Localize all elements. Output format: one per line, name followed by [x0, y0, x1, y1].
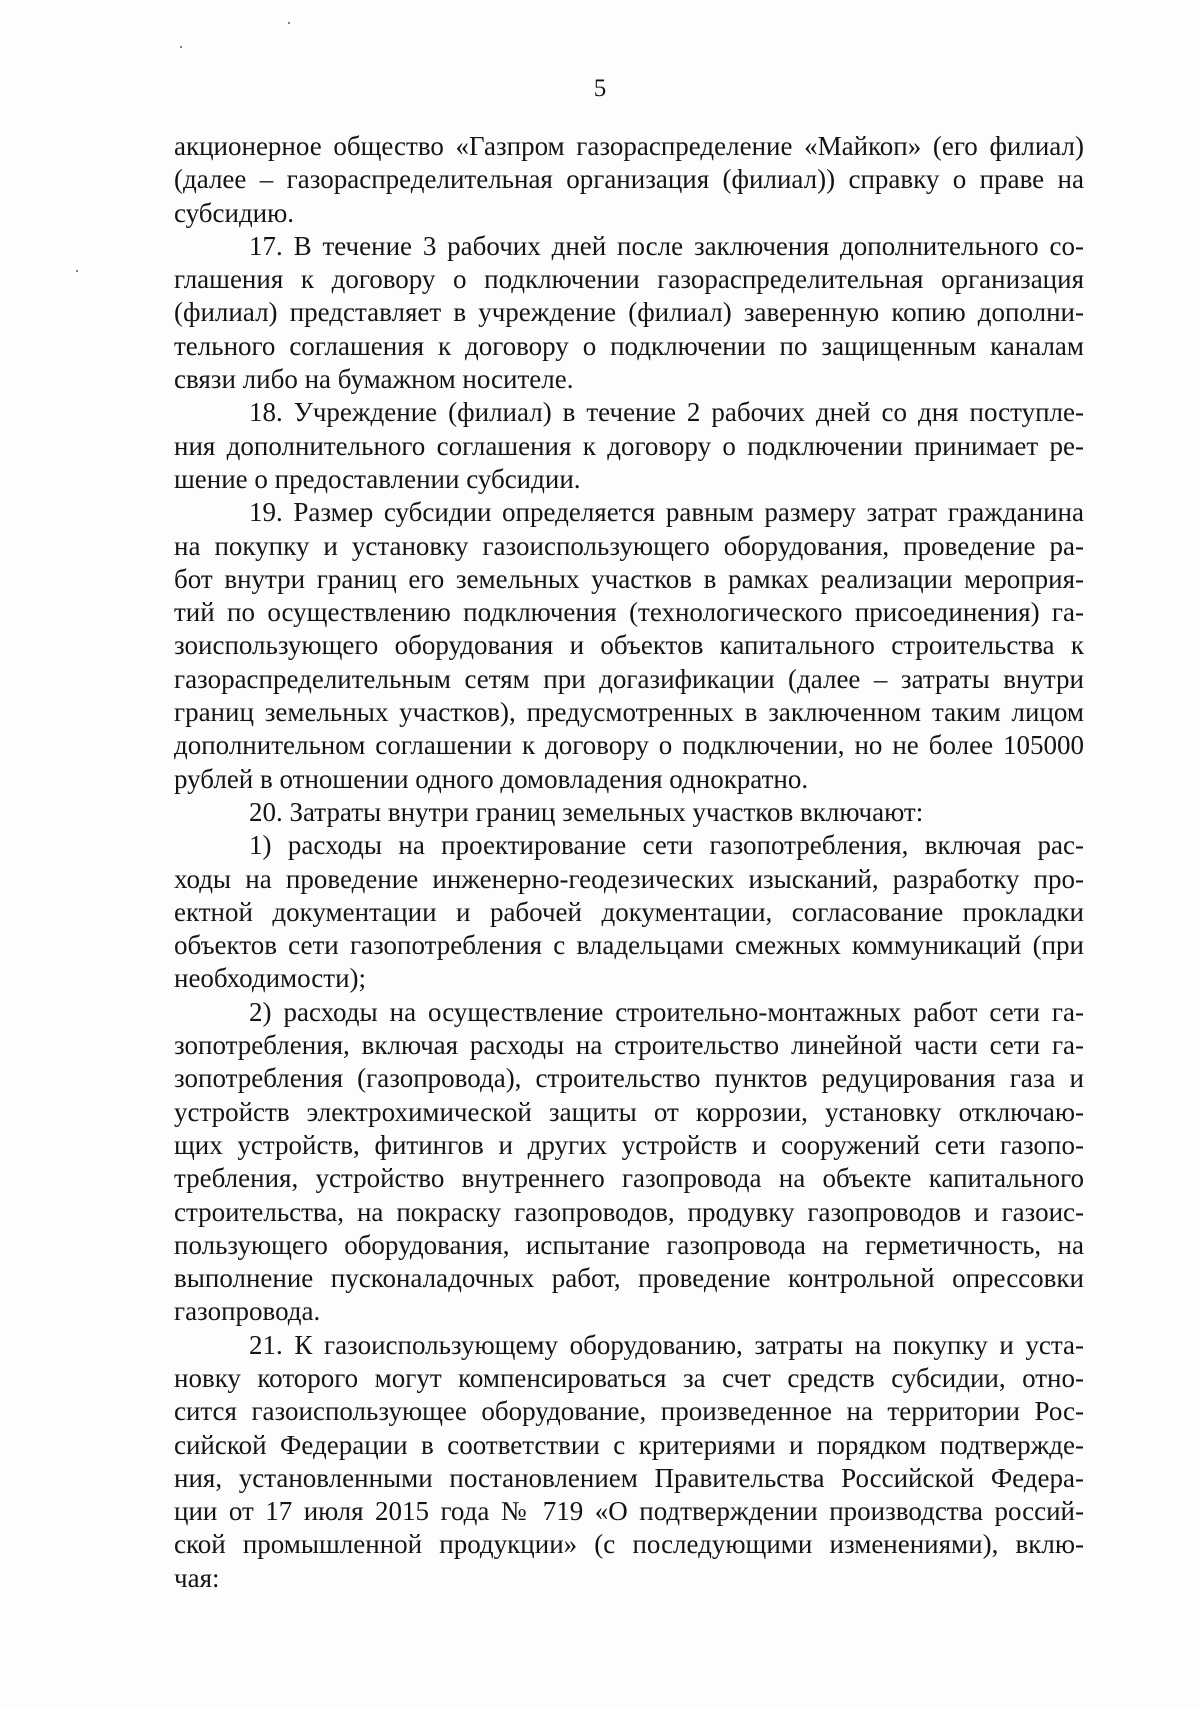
- text-line: пользующего оборудования, испытание газопровода на герметичность, на: [174, 1229, 1084, 1260]
- text-line: 17. В течение 3 рабочих дней после заключения дополнительного со-: [249, 230, 1084, 261]
- text-line: щих устройств, фитингов и других устройств и сооружений сети газопо-: [174, 1129, 1084, 1160]
- text-line: зоиспользующего оборудования и объектов капитального строительства к: [174, 630, 1084, 661]
- text-line: 2) расходы на осуществление строительно-монтажных работ сети га-: [249, 996, 1084, 1027]
- text-line: ции от 17 июля 2015 года № 719 «О подтверждении производства россий-: [174, 1496, 1084, 1527]
- text-line: 20. Затраты внутри границ земельных участков включают:: [249, 796, 924, 827]
- text-line: сится газоиспользующее оборудование, произведенное на территории Рос-: [174, 1396, 1084, 1427]
- page-number: 5: [593, 75, 607, 102]
- text-line: 18. Учреждение (филиал) в течение 2 рабочих дней со дня поступле-: [249, 397, 1084, 428]
- scan-speck: [180, 46, 182, 48]
- text-line: зопотребления, включая расходы на строительство линейной части сети га-: [174, 1030, 1084, 1061]
- text-line: чая:: [174, 1562, 220, 1593]
- scan-speck: [76, 270, 78, 272]
- text-line: рублей в отношении одного домовладения однократно.: [174, 763, 809, 794]
- text-line: ской промышленной продукции» (с последующими изменениями), вклю-: [174, 1529, 1084, 1560]
- text-line: новку которого могут компенсироваться за счет средств субсидии, отно-: [174, 1362, 1084, 1393]
- text-line: ходы на проведение инженерно-геодезических изысканий, разработку про-: [174, 863, 1084, 894]
- text-line: газораспределительным сетям при догазификации (далее – затраты внутри: [174, 663, 1084, 694]
- text-line: глашения к договору о подключении газораспределительная организация: [174, 264, 1084, 295]
- text-line: сийской Федерации в соответствии с критериями и порядком подтвержде-: [174, 1429, 1084, 1460]
- text-line: газопровода.: [174, 1296, 321, 1327]
- text-line: ектной документации и рабочей документации, согласование прокладки: [174, 896, 1084, 927]
- scan-speck: [288, 22, 290, 24]
- text-line: бот внутри границ его земельных участков в рамках реализации мероприя-: [174, 563, 1084, 594]
- text-line: шение о предоставлении субсидии.: [174, 463, 581, 494]
- text-line: акционерное общество «Газпром газораспределение «Майкоп» (его филиал): [174, 131, 1084, 161]
- text-line: 21. К газоиспользующему оборудованию, затраты на покупку и уста-: [249, 1329, 1084, 1360]
- text-line: выполнение пусконаладочных работ, проведение контрольной опрессовки: [174, 1263, 1084, 1294]
- text-line: тий по осуществлению подключения (технологического присоединения) га-: [174, 597, 1084, 628]
- body-text: [174, 130, 1084, 1595]
- text-line: объектов сети газопотребления с владельцами смежных коммуникаций (при: [174, 930, 1084, 961]
- text-line: дополнительном соглашении к договору о подключении, но не более 105000: [174, 730, 1084, 761]
- text-line: на покупку и установку газоиспользующего оборудования, проведение ра-: [174, 530, 1084, 561]
- text-line: ния, установленными постановлением Правительства Российской Федера-: [174, 1462, 1084, 1493]
- text-line: 1) расходы на проектирование сети газопотребления, включая рас-: [249, 830, 1084, 861]
- text-line: (далее – газораспределительная организация (филиал)) справку о праве на: [174, 164, 1084, 195]
- text-line: связи либо на бумажном носителе.: [174, 364, 574, 395]
- text-line: необходимости);: [174, 963, 367, 994]
- text-line: (филиал) представляет в учреждение (филиал) заверенную копию дополни-: [174, 297, 1084, 328]
- text-line: 19. Размер субсидии определяется равным размеру затрат гражданина: [249, 497, 1084, 528]
- text-line: устройств электрохимической защиты от коррозии, установку отключаю-: [174, 1096, 1084, 1127]
- text-line: требления, устройство внутреннего газопровода на объекте капитального: [174, 1163, 1084, 1194]
- text-line: субсидию.: [174, 197, 295, 228]
- text-line: строительства, на покраску газопроводов, продувку газопроводов и газоис-: [174, 1196, 1084, 1227]
- text-line: границ земельных участков), предусмотренных в заключенном таким лицом: [174, 697, 1084, 728]
- text-line: тельного соглашения к договору о подключении по защищенным каналам: [174, 330, 1084, 361]
- text-line: зопотребления (газопровода), строительство пунктов редуцирования газа и: [174, 1063, 1084, 1094]
- text-line: ния дополнительного соглашения к договору о подключении принимает ре-: [174, 430, 1084, 461]
